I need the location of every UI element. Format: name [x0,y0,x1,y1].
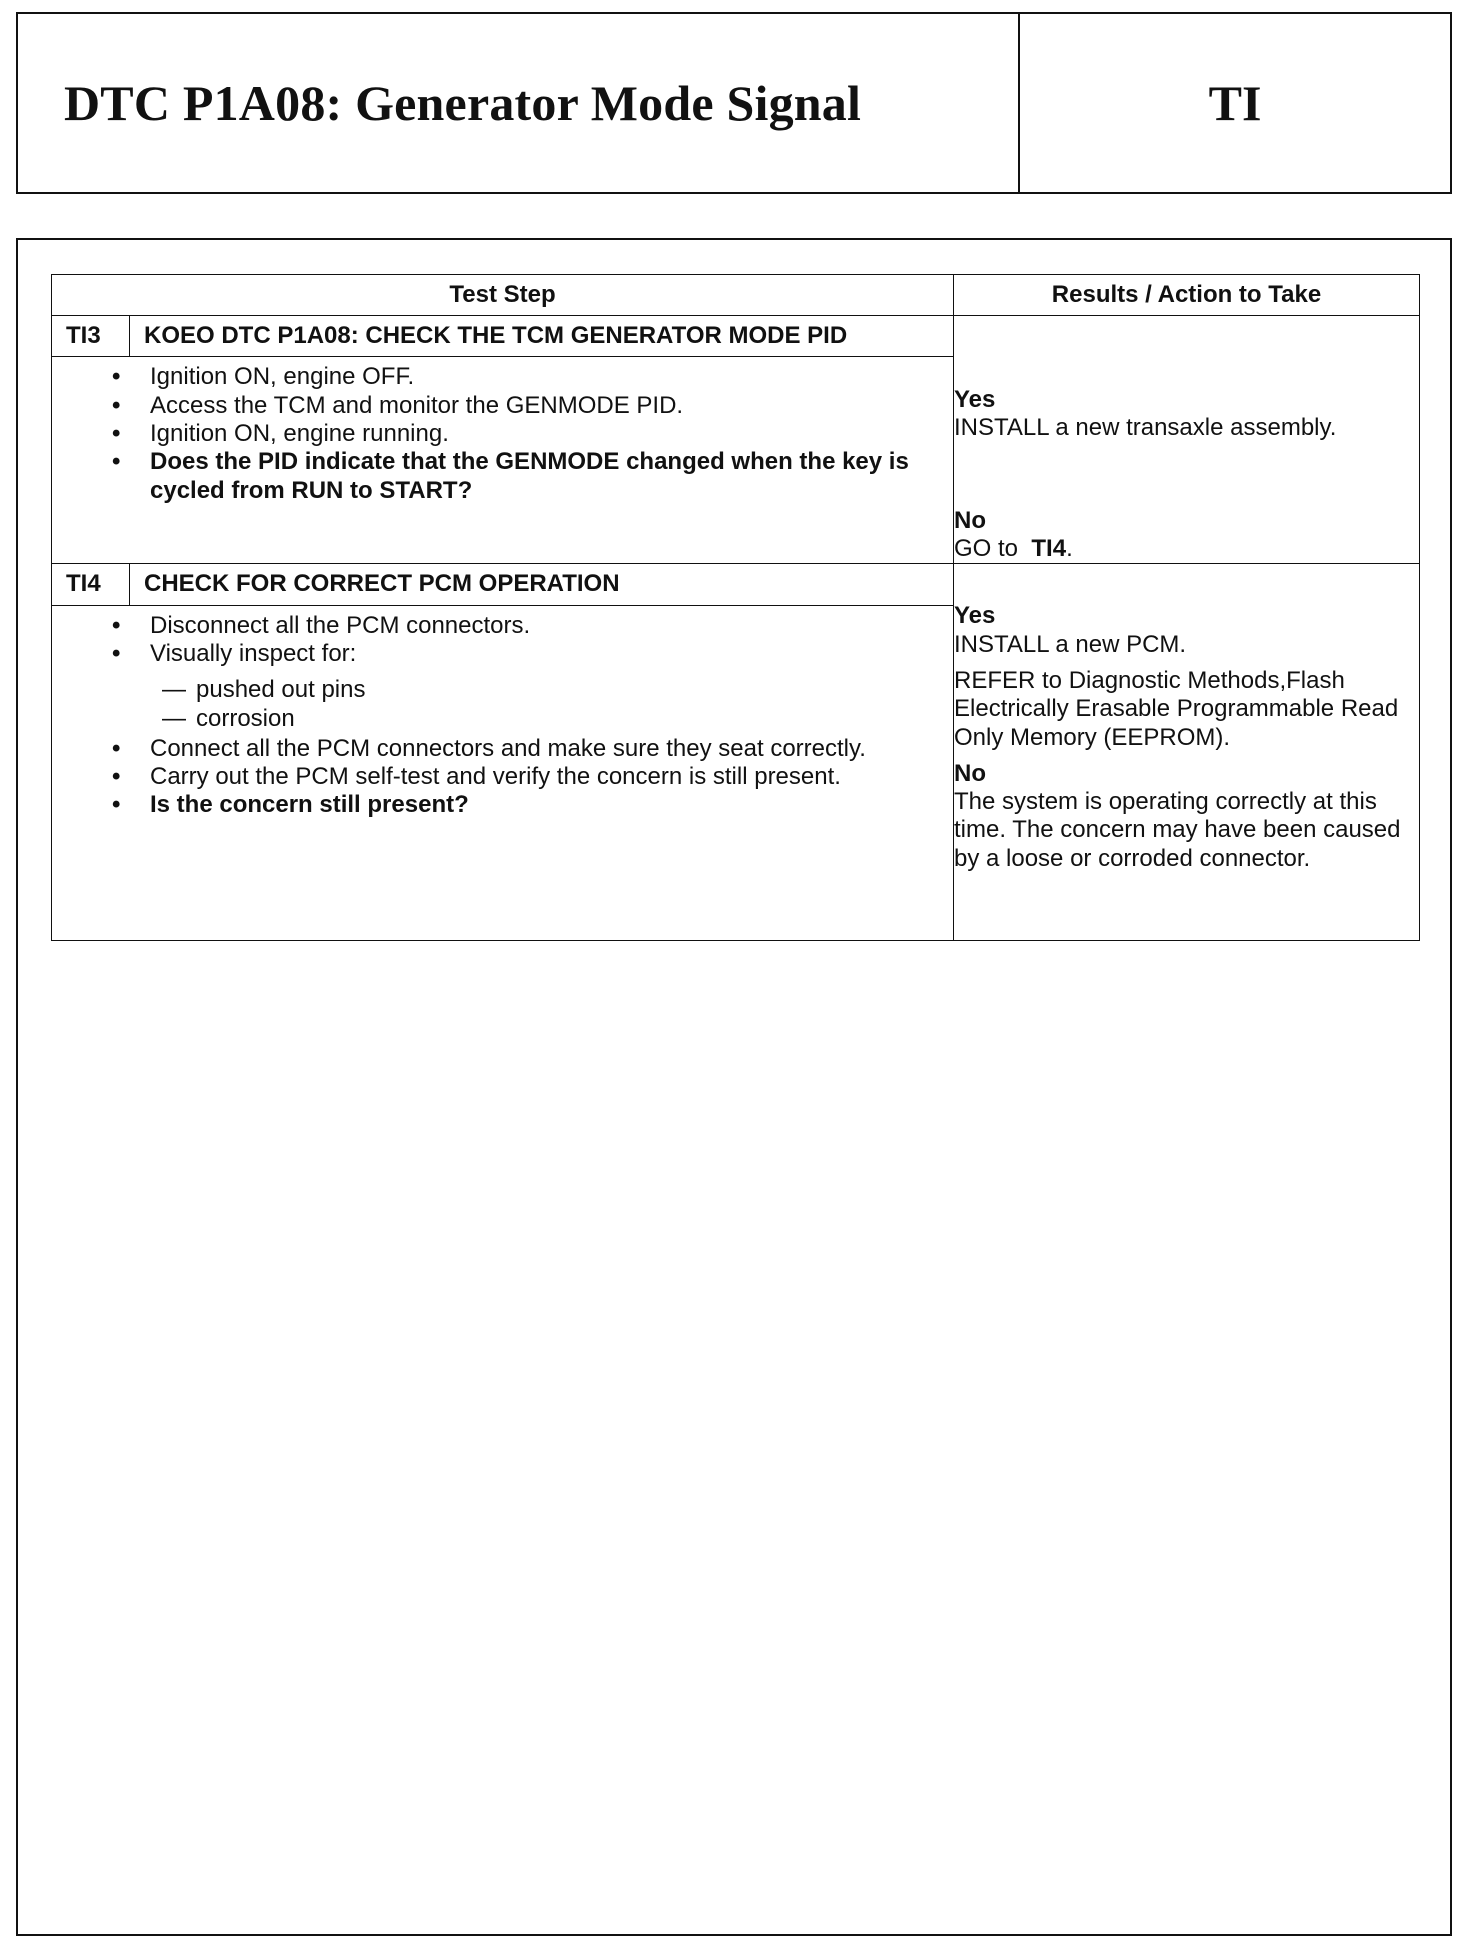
list-item: • Carry out the PCM self-test and verify the concern is still present. [112,763,841,791]
list-item: • Ignition ON, engine OFF. [112,363,415,391]
list-item: • Ignition ON, engine running. [112,419,449,447]
step-header [52,564,953,605]
yes-action: INSTALL a new transaxle assembly. [954,414,1337,442]
step-cell-ti3 [52,316,954,564]
step-title: CHECK FOR CORRECT PCM OPERATION [144,570,620,598]
list-item: • Is the concern still present? [112,791,469,819]
step-cell-ti4 [52,564,954,940]
step-body [52,606,953,940]
list-item: • Access the TCM and monitor the GENMODE PID. [112,391,684,419]
page-header [16,12,1452,194]
list-item: • Disconnect all the PCM connectors. [112,611,531,639]
no-action: The system is operating correctly at this time. The concern may have been caused by a loose or corroded connector. [954,788,1401,872]
result-cell-ti3 [954,316,1420,564]
section-code: TI [1208,75,1262,131]
no-action: GO to TI4. [954,534,1073,562]
no-label: No [954,759,986,787]
yes-refer: REFER to Diagnostic Methods,Flash Electrically Erasable Programmable Read Only Memory (EEPROM). [954,666,1399,751]
list-item: • Visually inspect for: — pushed out pins — corrosion [150,640,943,733]
sub-list-item: — corrosion [162,704,295,732]
result-cell-ti4 [954,564,1420,940]
sub-list-item: — pushed out pins [162,676,366,704]
yes-action: INSTALL a new PCM. [954,630,1187,658]
step-title: KOEO DTC P1A08: CHECK THE TCM GENERATOR MODE PID [144,322,848,349]
table-row [52,564,1420,940]
no-label: No [954,506,986,534]
list-item: • Does the PID indicate that the GENMODE changed when the key is cycled from RUN to START? [112,448,909,504]
step-id: TI4 [52,564,130,604]
yes-label: Yes [954,386,996,413]
yes-label: Yes [954,602,996,630]
step-id: TI3 [52,316,130,356]
column-header-test-step: Test Step [52,275,954,316]
step-header [52,316,953,357]
table-header-row [52,275,1420,316]
content-frame [16,238,1452,1936]
page-title: DTC P1A08: Generator Mode Signal [18,14,1020,192]
table-row [52,316,1420,564]
column-header-results: Results / Action to Take [954,275,1420,316]
step-body [52,357,953,543]
list-item: • Connect all the PCM connectors and make sure they seat correctly. [112,734,866,762]
test-steps-table [51,274,1420,941]
